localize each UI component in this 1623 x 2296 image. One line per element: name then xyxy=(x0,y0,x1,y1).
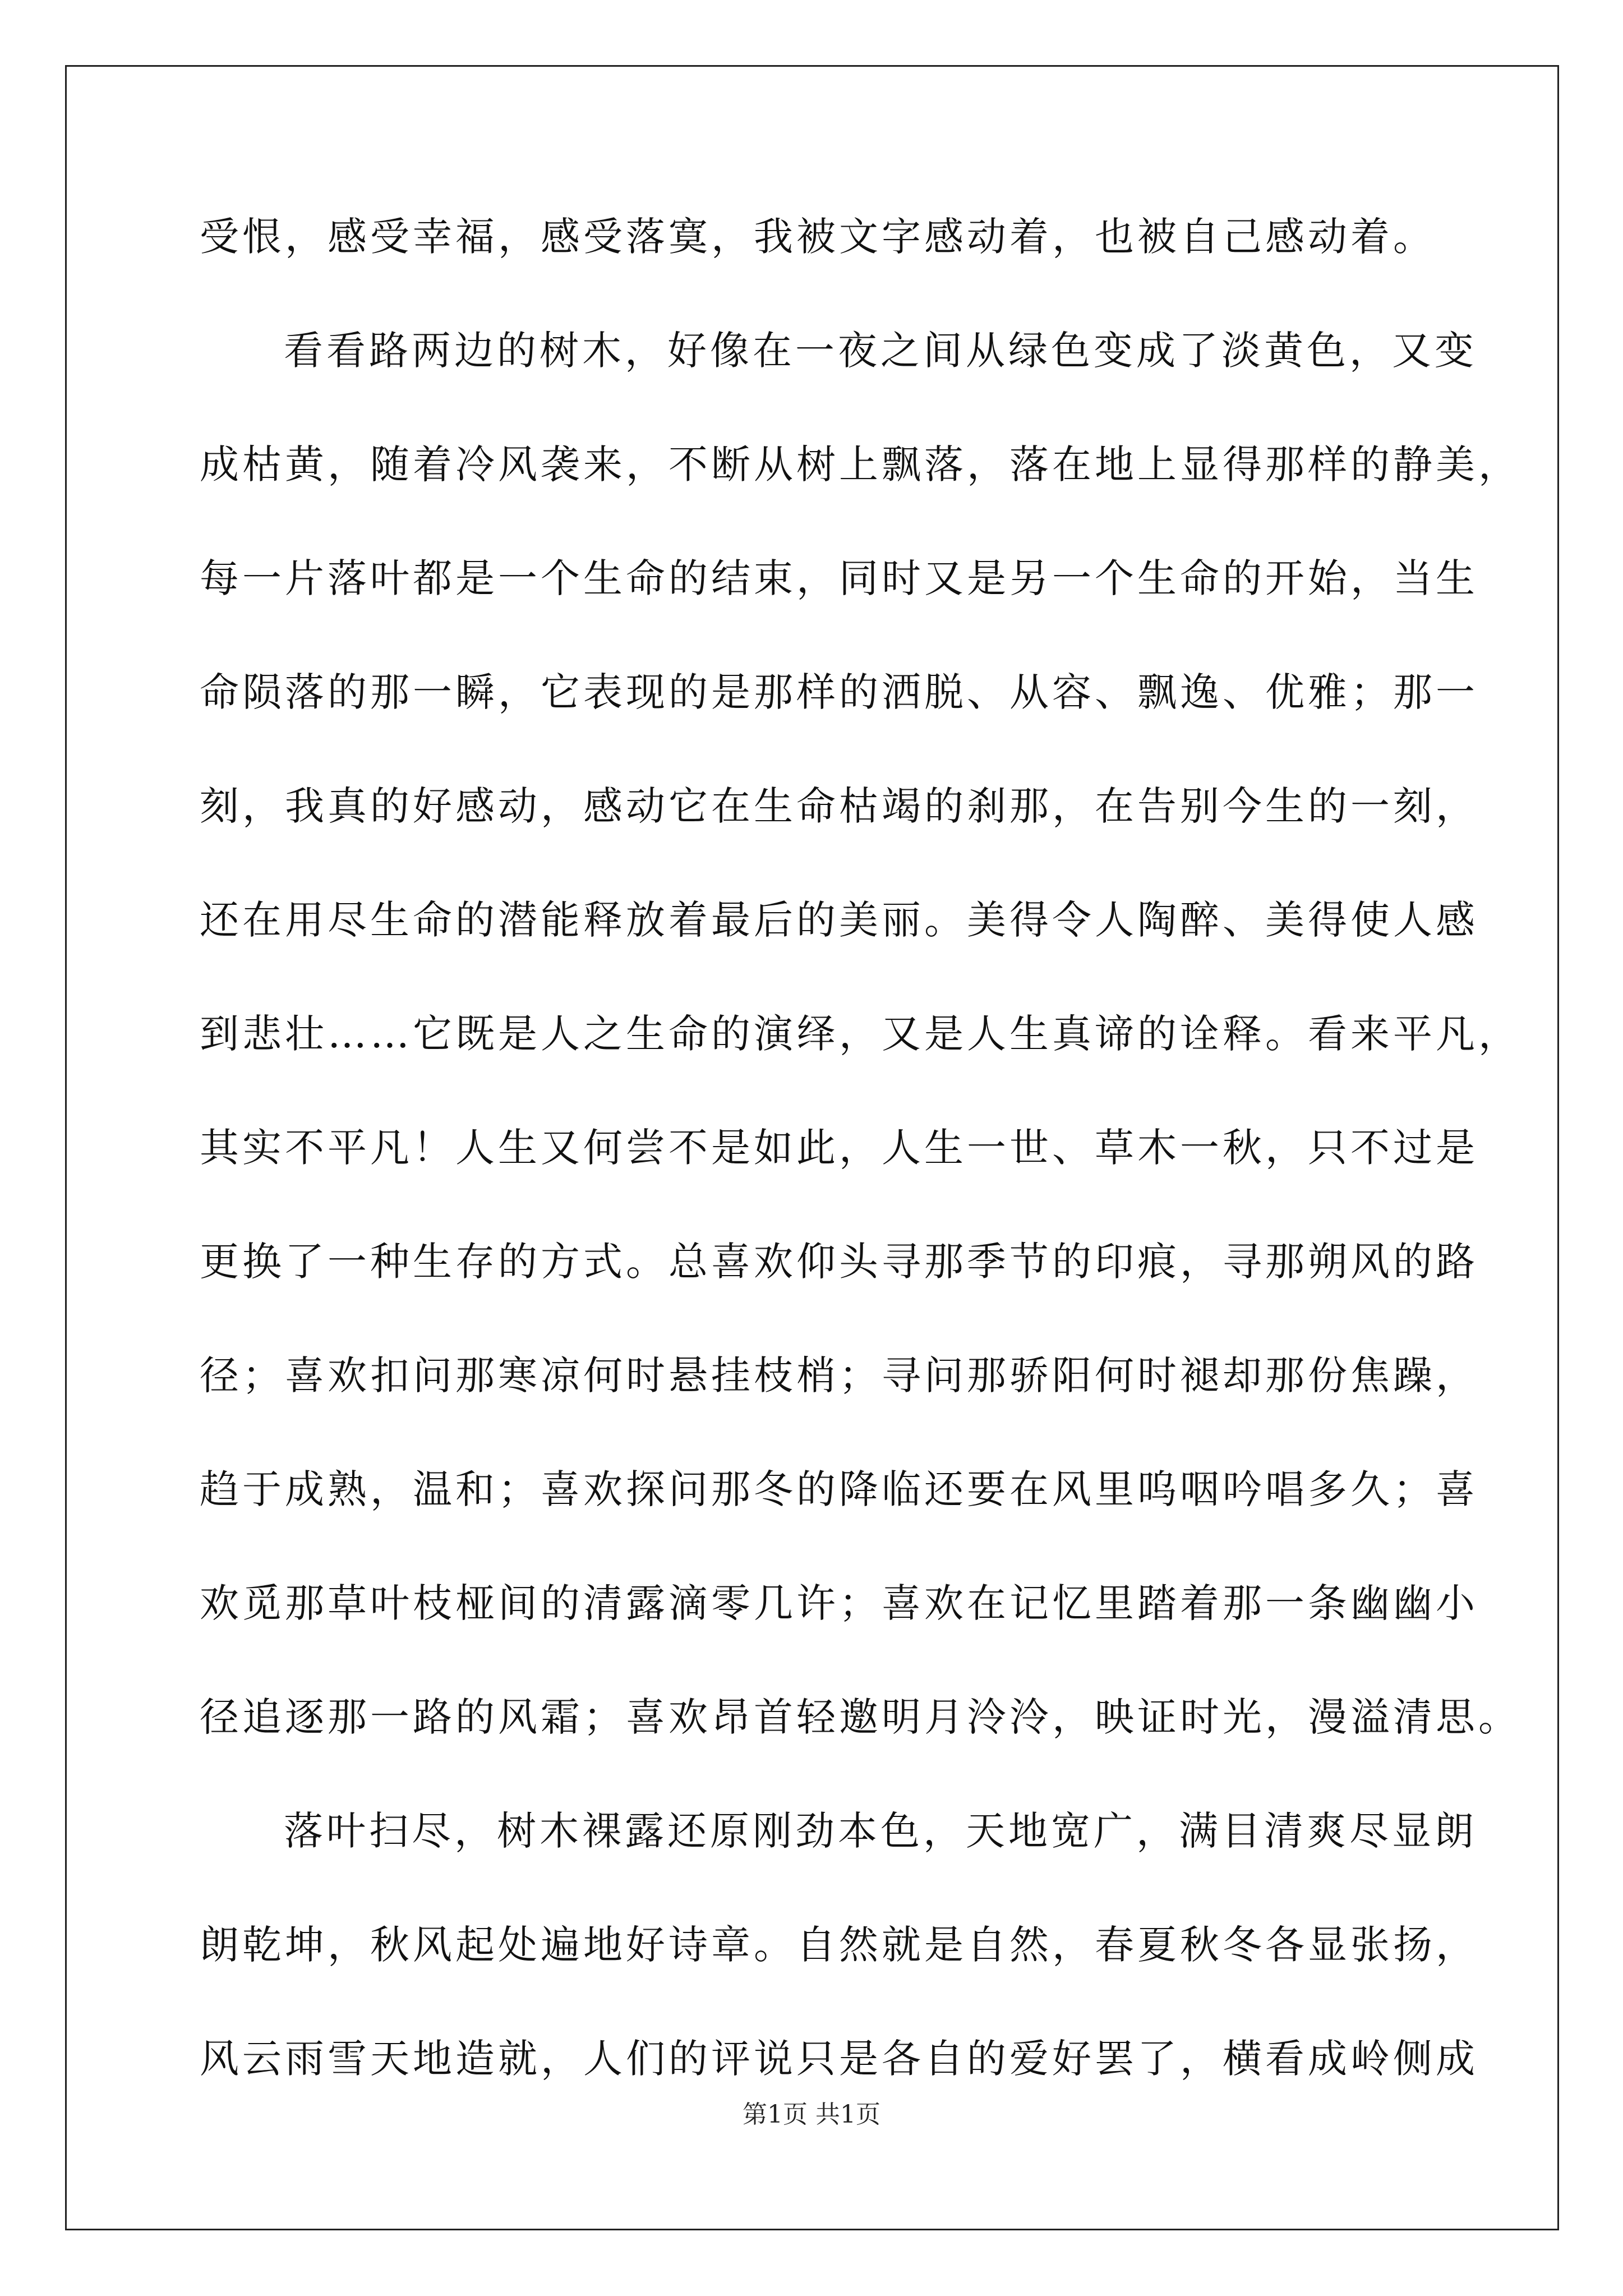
text-line: 风云雨雪天地造就，人们的评说只是各自的爱好罢了，横看成岭侧成 xyxy=(200,2036,1478,2082)
document-body xyxy=(200,209,1521,2145)
paragraph-start-line: 看看路两边的树木，好像在一夜之间从绿色变成了淡黄色，又变 xyxy=(284,328,1477,374)
text-line: 成枯黄，随着冷风袭来，不断从树上飘落，落在地上显得那样的静美， xyxy=(200,441,1521,487)
page-number-footer: 第1页 共1页 xyxy=(743,2100,880,2129)
text-line: 每一片落叶都是一个生命的结束，同时又是另一个生命的开始，当生 xyxy=(200,555,1478,601)
text-line: 到悲壮……它既是人之生命的演绎，又是人生真谛的诠释。看来平凡， xyxy=(200,1011,1521,1057)
text-line: 更换了一种生存的方式。总喜欢仰头寻那季节的印痕，寻那朔风的路 xyxy=(200,1239,1478,1285)
text-line: 朗乾坤，秋风起处遍地好诗章。自然就是自然，春夏秋冬各显张扬， xyxy=(200,1922,1478,1968)
text-line: 受恨，感受幸福，感受落寞，我被文字感动着，也被自己感动着。 xyxy=(200,214,1436,260)
paragraph-start-line: 落叶扫尽，树木裸露还原刚劲本色，天地宽广，满目清爽尽显朗 xyxy=(284,1808,1477,1854)
text-line: 欢觅那草叶枝桠间的清露滴零几许；喜欢在记忆里踏着那一条幽幽小 xyxy=(200,1580,1478,1626)
text-line: 命陨落的那一瞬，它表现的是那样的洒脱、从容、飘逸、优雅；那一 xyxy=(200,669,1478,715)
text-line: 径追逐那一路的风霜；喜欢昂首轻邀明月泠泠，映证时光，漫溢清思。 xyxy=(200,1694,1521,1740)
text-line: 其实不平凡！人生又何尝不是如此，人生一世、草木一秋，只不过是 xyxy=(200,1125,1478,1171)
text-line: 还在用尽生命的潜能释放着最后的美丽。美得令人陶醉、美得使人感 xyxy=(200,897,1478,943)
text-line: 趋于成熟，温和；喜欢探问那冬的降临还要在风里呜咽吟唱多久；喜 xyxy=(200,1466,1478,1512)
text-line: 径；喜欢扣问那寒凉何时悬挂枝梢；寻问那骄阳何时褪却那份焦躁， xyxy=(200,1352,1478,1398)
text-line: 刻，我真的好感动，感动它在生命枯竭的刹那，在告别今生的一刻， xyxy=(200,783,1478,829)
